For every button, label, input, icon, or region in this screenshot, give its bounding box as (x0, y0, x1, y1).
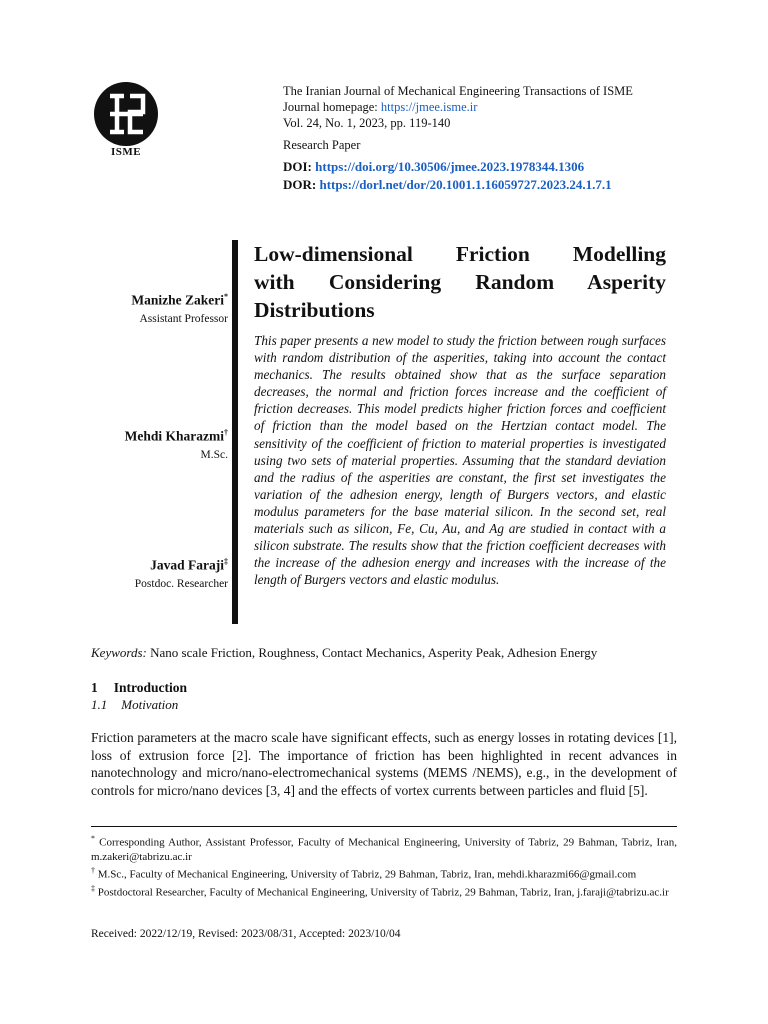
homepage-label: Journal homepage: (283, 100, 381, 114)
dor-line (283, 176, 612, 194)
subsection-title: Motivation (121, 697, 179, 712)
author-mark: * (224, 292, 228, 301)
keywords-label: Keywords: (91, 645, 147, 660)
journal-info (283, 83, 633, 153)
footnote-text: Postdoctoral Researcher, Faculty of Mechanical Engineering, University of Tabriz, 29 Bahman, Tabriz, Iran, j.faraji@tabrizu.ac.ir (95, 886, 669, 899)
logo-label: ISME (110, 146, 142, 158)
footnote (91, 882, 677, 900)
emblem-glyph (94, 82, 158, 146)
received-dates: Received: 2022/12/19, Revised: 2023/08/31, Accepted: 2023/10/04 (91, 928, 401, 940)
author-role: Assistant Professor (139, 312, 228, 325)
section-number: 1 (91, 680, 98, 695)
section-title: Introduction (113, 680, 188, 695)
footnote (91, 832, 677, 864)
intro-paragraph: Friction parameters at the macro scale have significant effects, such as energy losses in rotating devices [1], loss of extrusion force [2]. The importance of friction has been highlighted in recent advances in nanotechnology and micro/nano-electromechanical systems (MEMS /NEMS), e.g., in the development of controls for micro/nano devices [3, 4] and the effects of vortex currents between particles and fluid [5]. (91, 730, 677, 798)
doi-line (283, 158, 612, 176)
homepage-link[interactable]: https://jmee.isme.ir (380, 100, 478, 114)
keywords-text: Nano scale Friction, Roughness, Contact Mechanics, Asperity Peak, Adhesion Energy (146, 645, 598, 660)
dor-link[interactable]: https://dorl.net/dor/20.1001.1.16059727.2023.24.1.7.1 (319, 177, 612, 192)
subsection-heading (91, 697, 178, 713)
author-role: Postdoc. Researcher (134, 577, 228, 590)
abstract: This paper presents a new model to study the friction between rough surfaces with random distribution of the asperities, taking into account the contact mechanics. The results obtained show that as the surface separation decreases, the normal and friction forces increase and the coefficient of friction decreases. This model predicts higher friction forces and coefficient of friction than the model based on the Hertzian contact model. The sensitivity of the coefficient of friction to material properties is investigated using two sets of material properties. Assuming that the standard deviation and the radius of the asperities are constant, the first set investigates the variation of the adhesion energy, length of Burgers vectors, and elastic modulus parameters for the base material silicon. In the second set, real materials such as silicon, Fe, Cu, Au, and Ag are studied in contact with a silicon substrate. The results show that the friction coefficient decreases with the increase of the adhesion energy and increases with the increase of the length of Burgers vectors and elastic modulus. (254, 333, 666, 588)
footnote-text: Corresponding Author, Assistant Professor, Faculty of Mechanical Engineering, University of Tabriz, 29 Bahman, Tabriz, Iran, m.zakeri@tabrizu.ac.ir (91, 836, 677, 863)
divider-bar (232, 240, 238, 624)
title-line: with Considering Random Asperity (254, 270, 666, 294)
footnotes (91, 832, 677, 900)
author-1 (131, 292, 228, 325)
footnote-mark: * (91, 834, 95, 843)
author-3 (135, 557, 228, 590)
title-line: Distributions (254, 298, 375, 322)
keywords (91, 645, 597, 661)
author-mark: ‡ (224, 557, 228, 566)
volume-info: Vol. 24, No. 1, 2023, pp. 119-140 (283, 116, 451, 130)
doi-link[interactable]: https://doi.org/10.30506/jmee.2023.1978344.1306 (315, 159, 585, 174)
journal-homepage (283, 99, 633, 115)
paper-title (254, 240, 666, 324)
author-mark: † (224, 428, 228, 437)
section-heading (91, 680, 187, 696)
title-line: Low-dimensional Friction Modelling (254, 242, 666, 266)
author-name: Javad Faraji (150, 557, 224, 573)
footnote-rule (91, 826, 677, 827)
footnote-text: M.Sc., Faculty of Mechanical Engineering, University of Tabriz, 29 Bahman, Tabriz, Iran, mehdi.kharazmi66@gmail.com (95, 868, 637, 881)
paper-type: Research Paper (283, 138, 361, 152)
dor-label: DOR: (283, 177, 320, 192)
author-name: Manizhe Zakeri (131, 292, 224, 308)
identifiers (283, 158, 612, 194)
journal-logo (92, 82, 160, 162)
footnote (91, 864, 677, 882)
author-2 (125, 428, 228, 461)
footnote-mark: † (91, 866, 95, 876)
author-role: M.Sc. (200, 448, 228, 461)
isme-emblem-icon (94, 82, 158, 146)
subsection-number: 1.1 (91, 697, 108, 712)
doi-label: DOI: (283, 159, 316, 174)
footnote-mark: ‡ (91, 884, 95, 894)
journal-name: The Iranian Journal of Mechanical Engineering Transactions of ISME (283, 84, 633, 98)
author-name: Mehdi Kharazmi (124, 428, 224, 444)
